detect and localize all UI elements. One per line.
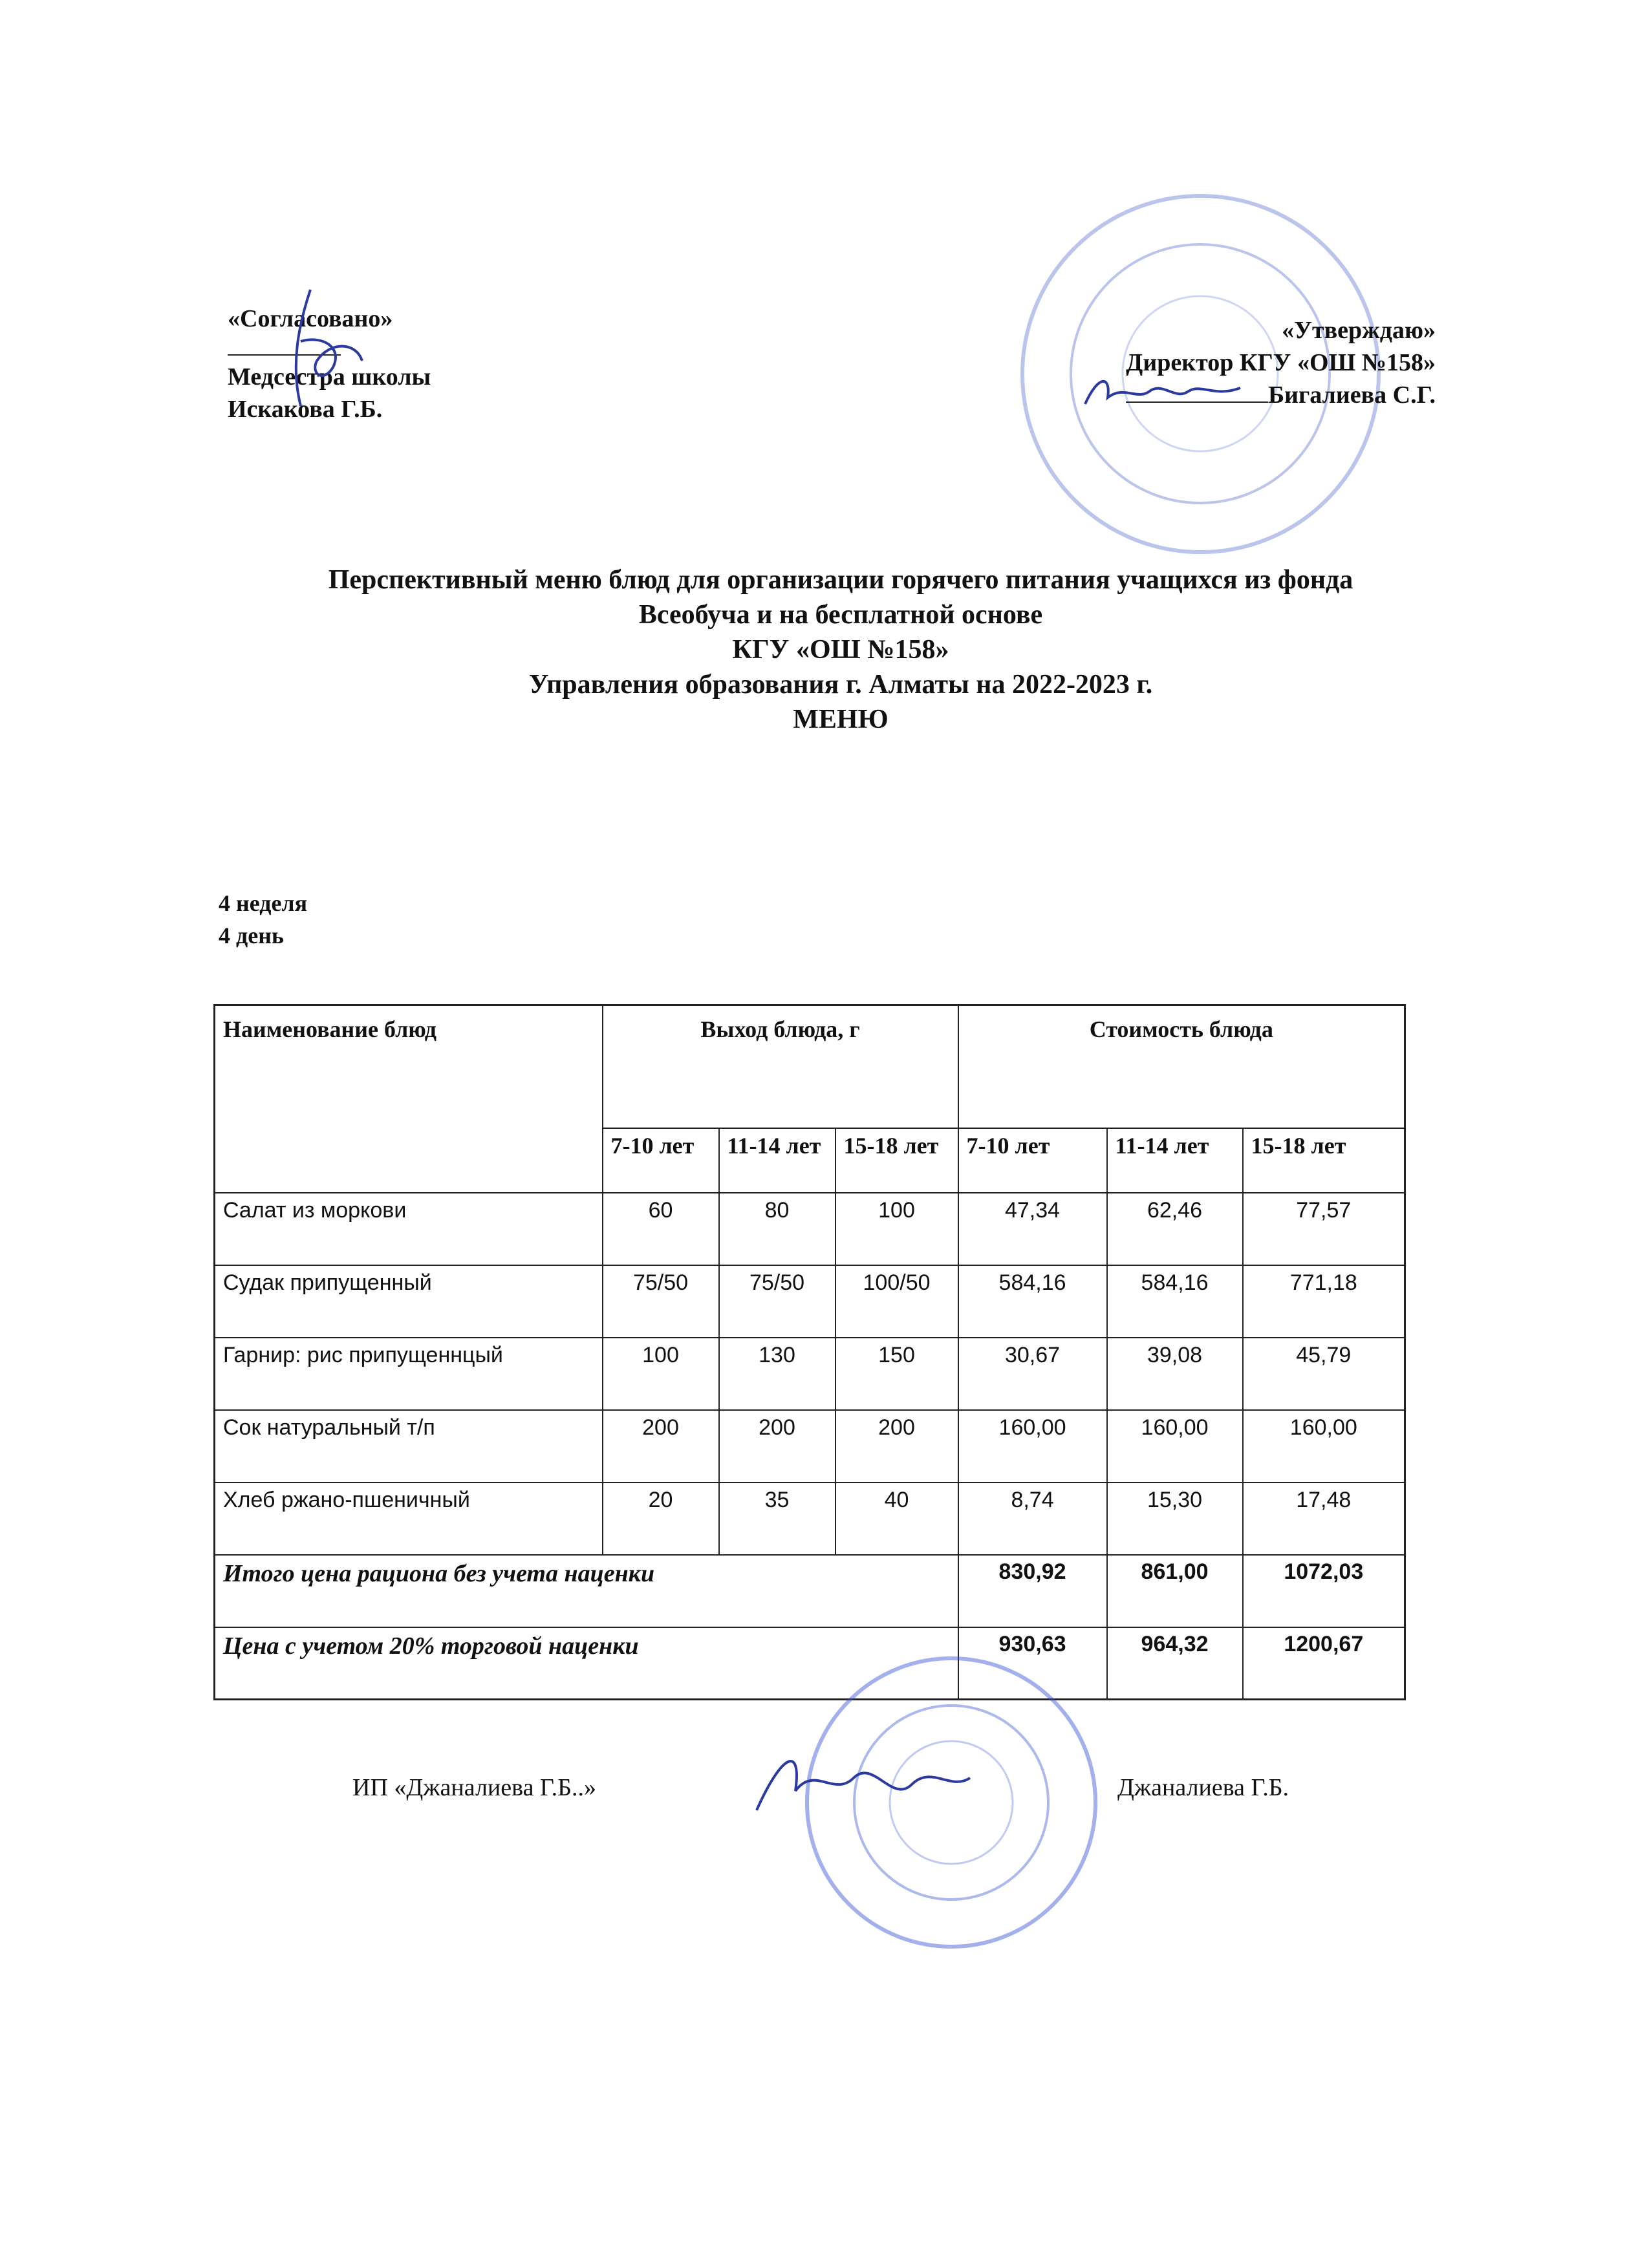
yield-15-18: 200 — [835, 1410, 958, 1482]
table-row — [215, 1193, 1405, 1265]
yield-7-10: 200 — [603, 1410, 719, 1482]
cost-15-18: 77,57 — [1243, 1193, 1405, 1265]
agreed-position: Медсестра школы — [228, 363, 431, 390]
header-cost: Стоимость блюда — [958, 1005, 1405, 1128]
markup-7-10: 930,63 — [958, 1627, 1107, 1700]
yield-11-14: 130 — [719, 1338, 835, 1410]
yield-11-14: 35 — [719, 1482, 835, 1555]
director-signature — [1079, 372, 1247, 417]
day-label: 4 день — [219, 923, 284, 948]
cost-11-14: 584,16 — [1107, 1265, 1243, 1338]
title-line-2: Всеобуча и на бесплатной основе — [638, 600, 1043, 630]
period-block — [219, 887, 307, 952]
title-line-5: МЕНЮ — [793, 705, 889, 734]
age-yield-11-14: 11-14 лет — [719, 1128, 835, 1193]
yield-7-10: 100 — [603, 1338, 719, 1410]
cost-15-18: 160,00 — [1243, 1410, 1405, 1482]
yield-15-18: 100 — [835, 1193, 958, 1265]
total-7-10: 830,92 — [958, 1555, 1107, 1627]
age-cost-7-10: 7-10 лет — [958, 1128, 1107, 1193]
nurse-signature — [272, 277, 375, 419]
dish-name: Гарнир: рис припущеннцый — [215, 1338, 603, 1410]
table-row — [215, 1265, 1405, 1338]
week-label: 4 неделя — [219, 890, 308, 916]
cost-7-10: 160,00 — [958, 1410, 1107, 1482]
menu-table — [213, 1004, 1406, 1700]
cost-11-14: 39,08 — [1107, 1338, 1243, 1410]
approved-header: «Утверждаю» — [1282, 317, 1436, 344]
markup-11-14: 964,32 — [1107, 1627, 1243, 1700]
age-cost-11-14: 11-14 лет — [1107, 1128, 1243, 1193]
footer-entrepreneur: ИП «Джаналиева Г.Б..» — [352, 1774, 596, 1801]
cost-11-14: 160,00 — [1107, 1410, 1243, 1482]
document-title — [213, 562, 1468, 737]
footer-signatory: Джаналиева Г.Б. — [1117, 1774, 1289, 1801]
markup-15-18: 1200,67 — [1243, 1627, 1405, 1700]
yield-11-14: 80 — [719, 1193, 835, 1265]
dish-name: Хлеб ржано-пшеничный — [215, 1482, 603, 1555]
table-row — [215, 1482, 1405, 1555]
yield-15-18: 40 — [835, 1482, 958, 1555]
table-header-row — [215, 1005, 1405, 1128]
yield-15-18: 150 — [835, 1338, 958, 1410]
agreed-name: Искакова Г.Б. — [228, 396, 383, 423]
header-dish: Наименование блюд — [215, 1005, 603, 1193]
yield-7-10: 60 — [603, 1193, 719, 1265]
yield-15-18: 100/50 — [835, 1265, 958, 1338]
table-row — [215, 1410, 1405, 1482]
title-line-1: Перспективный меню блюд для организации горячего питания учащихся из фонда — [328, 565, 1353, 595]
cost-7-10: 30,67 — [958, 1338, 1107, 1410]
entrepreneur-signature — [744, 1739, 976, 1836]
cost-15-18: 45,79 — [1243, 1338, 1405, 1410]
total-label: Итого цена рациона без учета наценки — [215, 1555, 958, 1627]
dish-name: Судак припущенный — [215, 1265, 603, 1338]
cost-15-18: 17,48 — [1243, 1482, 1405, 1555]
yield-7-10: 20 — [603, 1482, 719, 1555]
age-yield-7-10: 7-10 лет — [603, 1128, 719, 1193]
total-15-18: 1072,03 — [1243, 1555, 1405, 1627]
total-11-14: 861,00 — [1107, 1555, 1243, 1627]
cost-11-14: 62,46 — [1107, 1193, 1243, 1265]
agreed-header: «Согласовано» — [228, 305, 393, 332]
title-line-4: Управления образования г. Алматы на 2022-2023 г. — [528, 670, 1153, 700]
cost-15-18: 771,18 — [1243, 1265, 1405, 1338]
cost-7-10: 8,74 — [958, 1482, 1107, 1555]
cost-7-10: 584,16 — [958, 1265, 1107, 1338]
yield-11-14: 75/50 — [719, 1265, 835, 1338]
dish-name: Сок натуральный т/п — [215, 1410, 603, 1482]
table-row — [215, 1338, 1405, 1410]
age-cost-15-18: 15-18 лет — [1243, 1128, 1405, 1193]
cost-11-14: 15,30 — [1107, 1482, 1243, 1555]
total-row — [215, 1555, 1405, 1627]
title-line-3: КГУ «ОШ №158» — [732, 635, 949, 665]
approved-position: Директор КГУ «ОШ №158» — [1126, 349, 1436, 376]
age-yield-15-18: 15-18 лет — [835, 1128, 958, 1193]
dish-name: Салат из моркови — [215, 1193, 603, 1265]
yield-7-10: 75/50 — [603, 1265, 719, 1338]
markup-label: Цена с учетом 20% торговой наценки — [215, 1627, 958, 1700]
yield-11-14: 200 — [719, 1410, 835, 1482]
approved-name: Бигалиева С.Г. — [1267, 381, 1436, 409]
cost-7-10: 47,34 — [958, 1193, 1107, 1265]
header-yield: Выход блюда, г — [603, 1005, 958, 1128]
